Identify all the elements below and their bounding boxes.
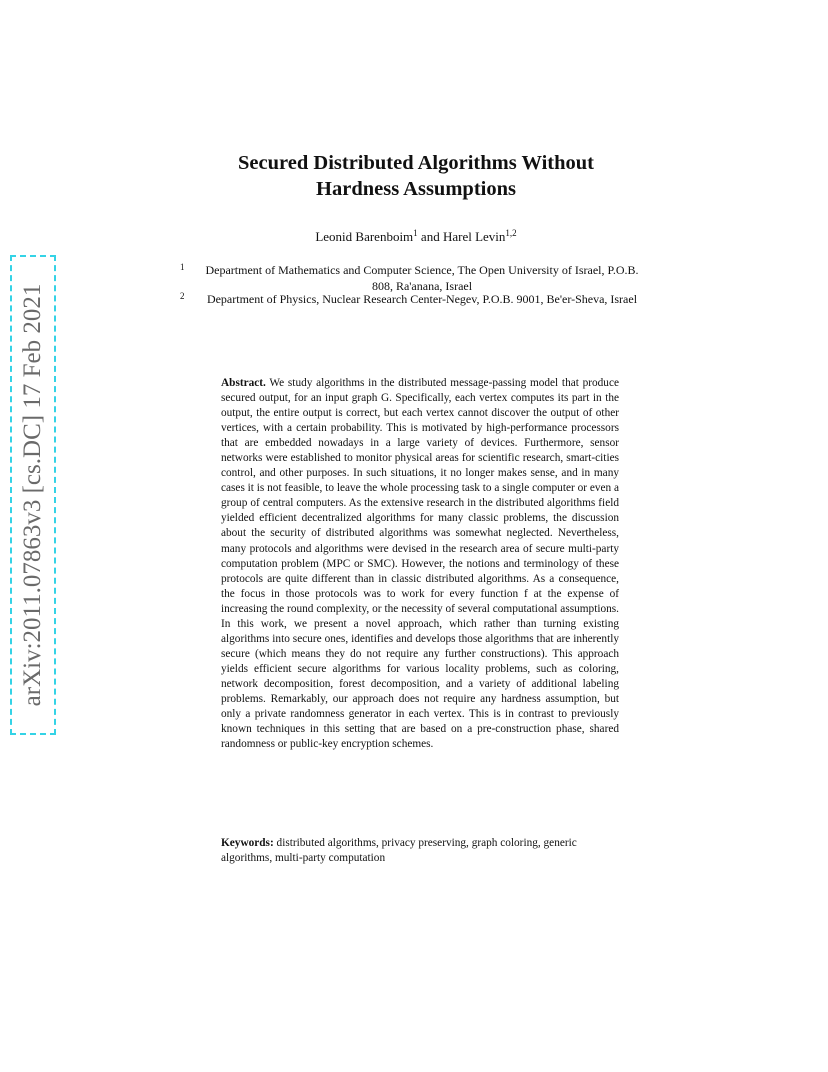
affiliation-1-mark: 1 — [180, 262, 185, 272]
author-1: Leonid Barenboim — [315, 229, 414, 244]
title-line-2: Hardness Assumptions — [316, 178, 516, 200]
affiliation-2-mark: 2 — [180, 291, 185, 301]
affiliation-1-text: Department of Mathematics and Computer Science, The Open University of Israel, P.O.B. 808, Ra'anana, Israel — [205, 263, 639, 293]
author-list — [150, 229, 682, 245]
affiliation-1 — [180, 262, 650, 294]
author-2: Harel Levin — [442, 229, 506, 244]
abstract — [221, 376, 619, 752]
arxiv-identifier-stamp — [10, 255, 56, 735]
keywords-heading: Keywords: — [221, 837, 274, 849]
author-1-affiliation-mark: 1 — [413, 228, 418, 238]
title-line-1: Secured Distributed Algorithms Without — [238, 152, 594, 174]
arxiv-identifier: arXiv:2011.07863v3 [cs.DC] 17 Feb 2021 — [19, 283, 46, 707]
abstract-text: We study algorithms in the distributed message-passing model that produce secured output, for an input graph G. Specifically, each vertex computes its part in the output, the entire output is correct, but each vertex cannot discover the output of other vertices, with a certain probability. This is motivated by high-performance processors that are embedded nowadays in a large variety of devices. Furthermore, sensor networks were established to monitor physical areas for scientific research, smart-cities control, and other purposes. In such situations, it no longer makes sense, and in many cases it is not feasible, to leave the whole processing task to a single computer or even a group of central computers. As the extensive research in the distributed algorithms field yielded efficient decentralized algorithms for many classic problems, the discussion about the security of distributed algorithms was somewhat neglected. Nevertheless, many protocols and algorithms were devised in the research area of secure multi-party computation problem (MPC or SMC). However, the notions and terminology of these protocols are quite different than in classic distributed algorithms. As a consequence, the focus in those protocols was to work for every function f at the expense of increasing the round complexity, or the necessity of several computational assumptions. In this work, we present a novel approach, which rather than turning existing algorithms into secure ones, identifies and develops those algorithms that are inherently secure (which means they do not require any further constructions). This approach yields efficient secure algorithms for various locality problems, such as coloring, network decomposition, forest decomposition, and a variety of additional labeling problems. Remarkably, our approach does not require any hardness assumption, but only a private randomness generator in each vertex. This is in contrast to previously known techniques in this setting that are based on a pre-construction phase, shared randomness or public-key encryption schemes. — [221, 377, 619, 751]
author-connector: and — [417, 229, 443, 244]
keywords-text: distributed algorithms, privacy preserving, graph coloring, generic algorithms, multi-party computation — [221, 837, 577, 865]
author-2-affiliation-mark: 1,2 — [505, 228, 517, 238]
paper-title — [150, 150, 682, 202]
affiliation-2-text: Department of Physics, Nuclear Research Center-Negev, P.O.B. 9001, Be'er-Sheva, Israel — [206, 292, 638, 306]
affiliation-2 — [180, 291, 650, 307]
keywords — [221, 836, 619, 866]
abstract-heading: Abstract. — [221, 377, 266, 389]
